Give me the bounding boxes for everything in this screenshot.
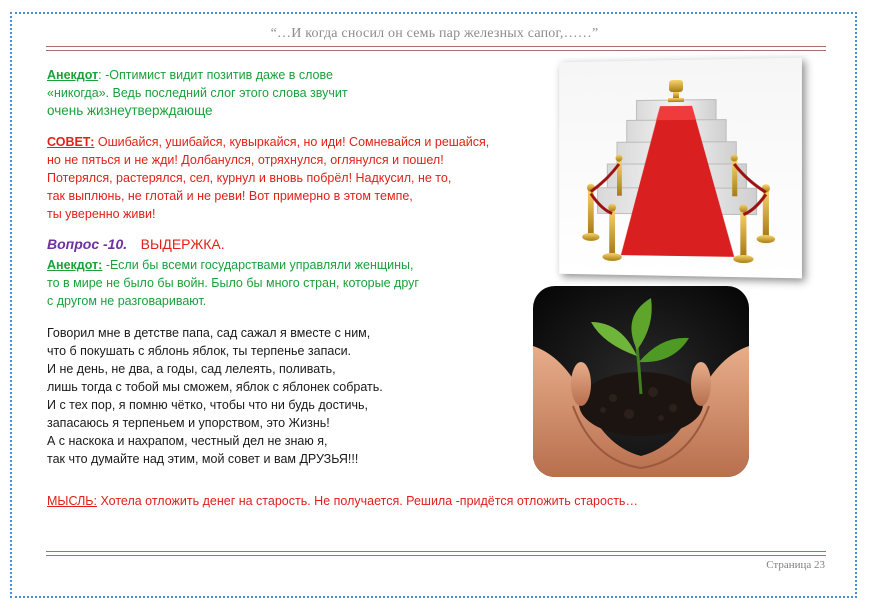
thought-text: Хотела отложить денег на старость. Не получается. Решила -придётся отложить старость…: [96, 494, 638, 508]
advice-line-2: но не пяться и не жди! Долбанулся, отряхнулся, оглянулся и пошел!: [47, 153, 444, 167]
poem-line: так что думайте над этим, мой совет и вам ДРУЗЬЯ!!!: [47, 452, 359, 466]
red-carpet-stairs-icon: [559, 58, 802, 279]
advice-line-1: Ошибайся, ушибайся, кувыркайся, но иди! Сомневайся и решайся,: [94, 135, 490, 149]
advice: [47, 133, 489, 223]
question-number: Вопрос -10.: [47, 236, 128, 252]
poem-line: А с наскока и нахрапом, честный дел не знаю я,: [47, 434, 328, 448]
poem-line: Говорил мне в детстве папа, сад сажал я вместе с ним,: [47, 326, 371, 340]
anecdote-1-line-3: очень жизнеутверждающе: [47, 103, 213, 118]
anecdote-2-line-2: то в мире не было бы войн. Было бы много стран, которые друг: [47, 276, 419, 290]
footer-divider: [46, 551, 826, 556]
sprout-hands-icon: [533, 286, 749, 477]
poem-line: И с тех пор, я помню чётко, чтобы что ни будь достичь,: [47, 398, 369, 412]
sprout-in-hands-image: [533, 286, 749, 477]
thought: [47, 492, 638, 510]
anecdote-2-label: Анекдот:: [47, 258, 103, 272]
poem: [47, 324, 383, 468]
anecdote-1-label: Анекдот: [47, 68, 99, 82]
anecdote-1-line-1: : -Оптимист видит позитив даже в слове: [98, 68, 333, 82]
poem-line: лишь тогда с тобой мы сможем, яблок с яблонек собрать.: [47, 380, 383, 394]
header-title: “…И когда сносил он семь пар железных сапог,……”: [270, 26, 599, 41]
poem-line: И не день, не два, а годы, сад лелеять, поливать,: [47, 362, 336, 376]
poem-line: что б покушать с яблонь яблок, ты терпенье запаси.: [47, 344, 352, 358]
question-title: ВЫДЕРЖКА.: [140, 236, 225, 252]
thought-label: МЫСЛЬ:: [47, 494, 97, 508]
anecdote-2-line-1: -Если бы всеми государствами управляли женщины,: [102, 258, 414, 272]
anecdote-1: [47, 66, 348, 120]
advice-label: СОВЕТ:: [47, 135, 95, 149]
advice-line-3: Потерялся, растерялся, сел, курнул и вновь побрёл! Надкусил, не то,: [47, 171, 452, 185]
advice-line-5: ты уверенно живи!: [47, 207, 156, 221]
header-divider: [46, 46, 826, 51]
poem-line: запасаюсь я терпеньем и упорством, это Жизнь!: [47, 416, 330, 430]
anecdote-2: [47, 256, 419, 310]
anecdote-1-line-2: «никогда». Ведь последний слог этого слова звучит: [47, 86, 348, 100]
anecdote-2-line-3: с другом не разговаривают.: [47, 294, 207, 308]
advice-line-4: так выплюнь, не глотай и не реви! Вот примерно в этом темпе,: [47, 189, 413, 203]
page-number: Страница 23: [766, 559, 825, 571]
question-heading: [47, 235, 225, 254]
red-carpet-image: [559, 58, 802, 279]
